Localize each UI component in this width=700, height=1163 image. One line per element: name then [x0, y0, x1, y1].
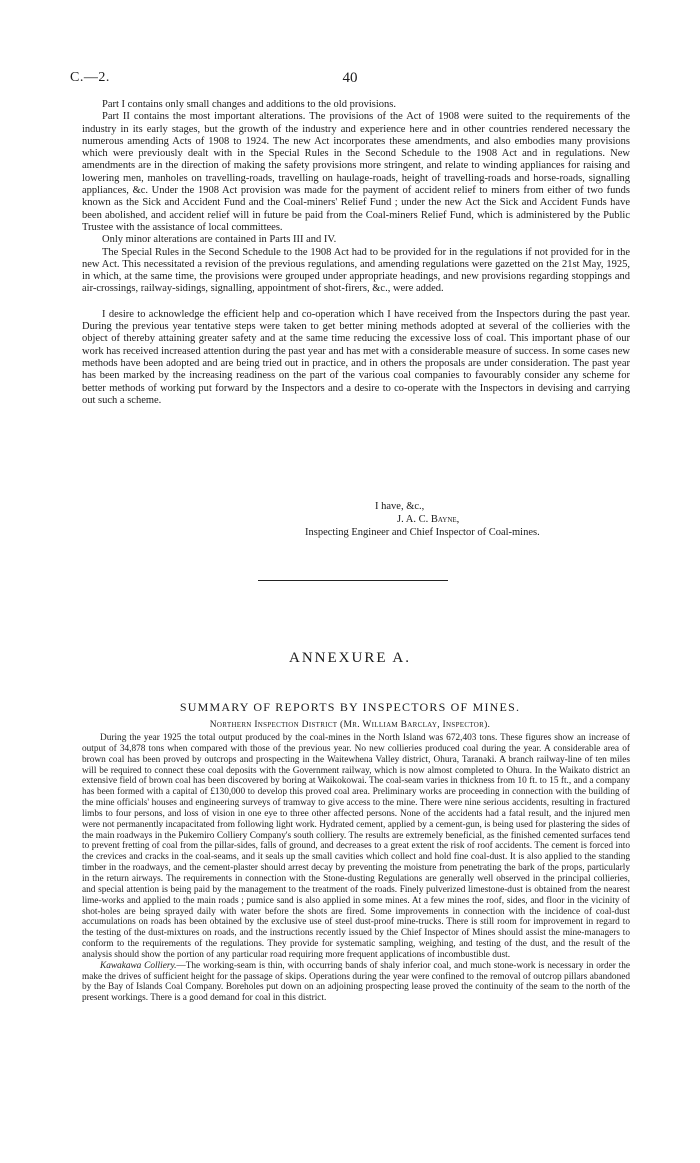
paragraph-part-two: Part II contains the most important alterations. The provisions of the Act of 1908 were suited to the requirements of the industry in its early stages, but the growth of the industry and experience here and in other countries rendered necessary the numerous amending Acts of 1908 to 1924. The new Act incorporates these amendments, and also embodies many provisions which were previously dealt with in the Special Rules in the Second Schedule to the 1908 Act and in regulations. New amendments are in the direction of making the safety provisions more stringent, and relate to winding appliances for raising and lowering men, manholes on travelling-roads, travelling on haulage-roads, height of travelling-roads and horse-roads, signalling appliances, &c. Under the 1908 Act provision was made for the payment of accident relief to miners from either of two funds known as the Sick and Accident Fund and the Coal-miners' Relief Fund ; under the new Act the Sick and Accident Funds have been abolished, and accident relief will in future be paid from the Coal-miners Relief Fund, which is administered by the Public Trustee with the assistance of local committees.	[82, 111, 630, 233]
page-header	[70, 70, 630, 90]
annexure-title: ANNEXURE A.	[289, 650, 411, 666]
section-divider	[258, 580, 448, 581]
signature-title: Inspecting Engineer and Chief Inspector of Coal-mines.	[305, 527, 540, 538]
document-reference: C.—2.	[70, 70, 110, 85]
district-heading: Northern Inspection District (Mr. William Barclay, Inspector).	[209, 720, 491, 730]
paragraph-part-one: Part I contains only small changes and additions to the old provisions.	[102, 99, 396, 110]
kawakawa-heading: Kawakawa Colliery.	[100, 960, 177, 971]
paragraph-minor-alterations: Only minor alterations are contained in Parts III and IV.	[102, 234, 337, 246]
signature-name: J. A. C. Bayne,	[397, 514, 460, 525]
letter-body	[82, 99, 630, 407]
report-paragraph: During the year 1925 the total output produced by the coal-mines in the North Island was 672,403 tons. These figures show an increase of output of 34,878 tons when compared with those of the previous year. No new collieries produced coal during the year. A considerable area of brown coal has been proved by outcrops and prospecting in the Waitewhena Valley district, Ohura, Taranaki. A branch railway-line of ten miles will be required to connect these coal deposits with the Government railway, which is now almost completed to Ohura. In the Waikato district an extensive field of brown coal has been discovered by boring at Waikokowai. The coal-seam varies in thickness from 10 ft. to 15 ft., and a company has been formed with a capital of £130,000 to develop this proved coal area. Preliminary works are proceeding in connection with the building of the mine officials' houses and engineering surveys of tramway to give access to the mine. There were nine serious accidents, resulting in fractured limbs to four persons, and loss of vision in one eye to three other affected persons. None of the accidents had a fatal result, and the injured men were not permanently incapacitated from following light work. Hydrated cement, applied by a cement-gun, is being used for plastering the sides of the main roadways in the Pukemiro Colliery Company's south colliery. The results are extremely beneficial, as the finished cemented surfaces tend to prevent fretting of coal from the pillar-sides, falls of ground, and decreases to a great extent the risk of roof accidents. The cement is forced into the crevices and cracks in the coal-seams, and it seals up the small cavities which collect and hold fine coal-dust. It is also applied to the standing timber in the roadways, and the cement-plaster should arrest decay by preventing the moisture from penetrating the bark of the props, particularly in the return airways. The requirements in connection with the Stone-dusting Regulations are generally well observed in the principal collieries, and special attention is being paid by the management to the treatment of the roads. Finely pulverized limestone-dust is obtained from the nearest lime-works and applied to the main roads ; pumice sand is also applied in some mines. At a few mines the roof, sides, and floor in the vicinity of shot-holes are being sprayed daily with water before the shots are fired. Some improvements in connection with the incidence of coal-dust accumulations on roads has been obtained by the exclusive use of steel dust-proof mine-trucks. There is still room for improvement in regard to the testing of the dust-mixtures on roads, and the instructions recently issued by the Chief Inspector of Mines should assist the mine-managers to conform to the requirements of the regulations. They provide for systematic sampling, weighing, and testing of the dust, and the result of the analysis should show the portion of any particular road requiring more frequent applications of incombustible dust.	[82, 733, 630, 960]
paragraph-special-rules: The Special Rules in the Second Schedule to the 1908 Act had to be provided for in the regulations if not provided for in the new Act. This necessitated a revision of the previous regulations, and amending regulations were gazetted on the 21st May, 1925, in which, at the same time, the provisions were grouped under appropriate headings, and new provisions regarding stoppings and air-crossings, railway-sidings, signalling, appointment of shot-firers, &c., were added.	[82, 246, 630, 295]
report-body	[82, 733, 630, 1004]
signature-block	[305, 500, 625, 539]
signature-closing: I have, &c.,	[375, 501, 425, 512]
page-number: 40	[342, 70, 358, 86]
summary-heading: SUMMARY OF REPORTS BY INSPECTORS OF MINES.	[179, 700, 521, 714]
paragraph-acknowledgment: I desire to acknowledge the efficient help and co-operation which I have received from the Inspectors during the past year. During the previous year tentative steps were taken to get better mining methods adopted at several of the collieries with the object of thereby attaining greater safety and at the same time reducing the excessive loss of coal. This important phase of our work has received increased attention during the past year and has met with a considerable measure of success. In some cases new methods have been adopted and are being tried out in practice, and in others the proposals are under consideration. The past year has been marked by the increasing readiness on the part of the various coal companies to favourably consider any scheme for better methods of working put forward by the Inspectors and a desire to co-operate with the Inspectors in devising and carrying out such a scheme.	[82, 308, 630, 406]
kawakawa-paragraph	[82, 961, 630, 1004]
kawakawa-text: —The working-seam is thin, with occurring bands of shaly inferior coal, and much stone-work is necessary in order the make the drives of sufficient height for the passage of skips. Operations during the year were confined to the removal of outcrop pillars abandoned by the Bay of Islands Coal Company. Boreholes put down on an adjoining prospecting lease proved the continuity of the seam to the north of the present workings. There is a good demand for coal in this district.	[82, 960, 630, 1004]
